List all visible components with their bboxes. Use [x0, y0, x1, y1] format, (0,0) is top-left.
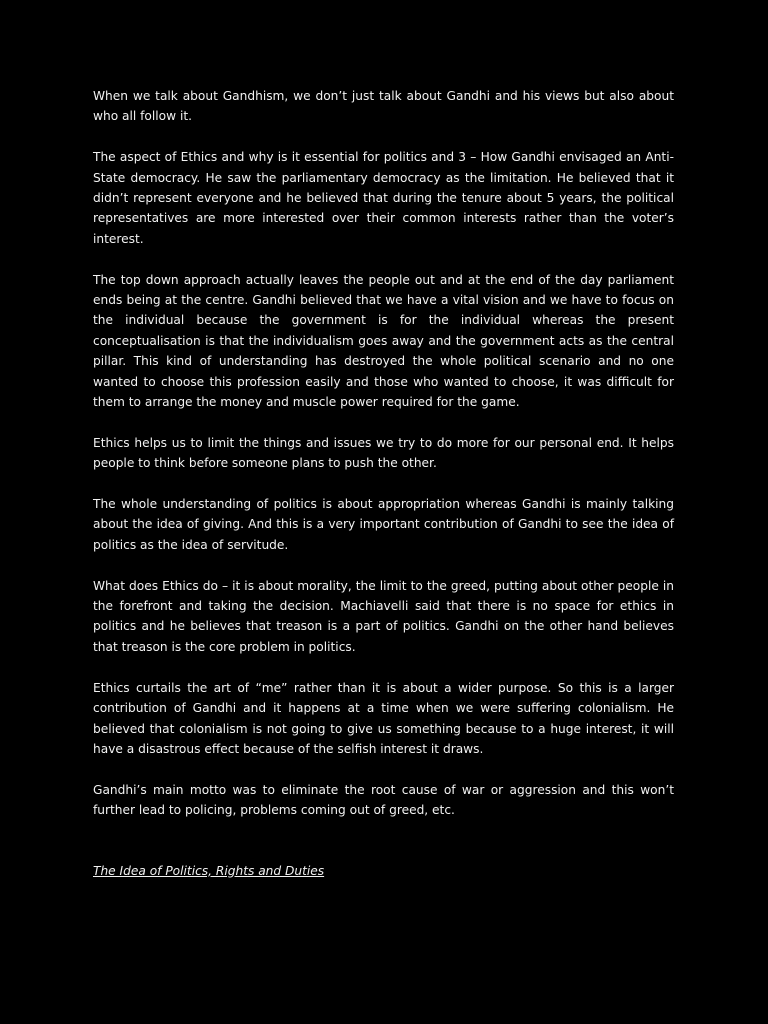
paragraph-5: The whole understanding of politics is about appropriation whereas Gandhi is mainly talking about the idea of giving. And this is a very important contribution of Gandhi to see the idea of politics as the idea of servitude.	[93, 497, 674, 552]
paragraph-8: Gandhi’s main motto was to eliminate the root cause of war or aggression and this won’t further lead to policing, problems coming out of greed, etc.	[93, 782, 674, 818]
document-page	[93, 86, 674, 881]
paragraph-4: Ethics helps us to limit the things and issues we try to do more for our personal end. It helps people to think before someone plans to push the other.	[93, 435, 674, 471]
paragraph-1: When we talk about Gandhism, we don’t just talk about Gandhi and his views but also about who all follow it.	[93, 89, 674, 124]
paragraph-6: What does Ethics do – it is about morality, the limit to the greed, putting about other people in the forefront and taking the decision. Machiavelli said that there is no space for ethics in politics and he believes that treason is a part of politics. Gandhi on the other hand believes that treason is the core problem in politics.	[93, 578, 674, 654]
paragraph-7: Ethics curtails the art of “me” rather than it is about a wider purpose. So this is a larger contribution of Gandhi and it happens at a time when we were suffering colonialism. He believed that colonialism is not going to give us something because to a huge interest, it will have a disastrous effect because of the selfish interest it draws.	[93, 680, 674, 756]
section-heading: The Idea of Politics, Rights and Duties	[93, 863, 325, 878]
paragraph-2: The aspect of Ethics and why is it essential for politics and 3 – How Gandhi envisaged an Anti-State democracy. He saw the parliamentary democracy as the limitation. He believed that it didn’t represent everyone and he believed that during the tenure about 5 years, the political representatives are more interested over their common interests rather than the voter’s interest.	[93, 150, 674, 246]
paragraph-3: The top down approach actually leaves the people out and at the end of the day parliament ends being at the centre. Gandhi believed that we have a vital vision and we have to focus on the individual because the government is for the individual whereas the present conceptualisation is that the individualism goes away and the government acts as the central pillar. This kind of understanding has destroyed the whole political scenario and no one wanted to choose this profession easily and those who wanted to choose, it was difficult for them to arrange the money and muscle power required for the game.	[93, 272, 674, 410]
